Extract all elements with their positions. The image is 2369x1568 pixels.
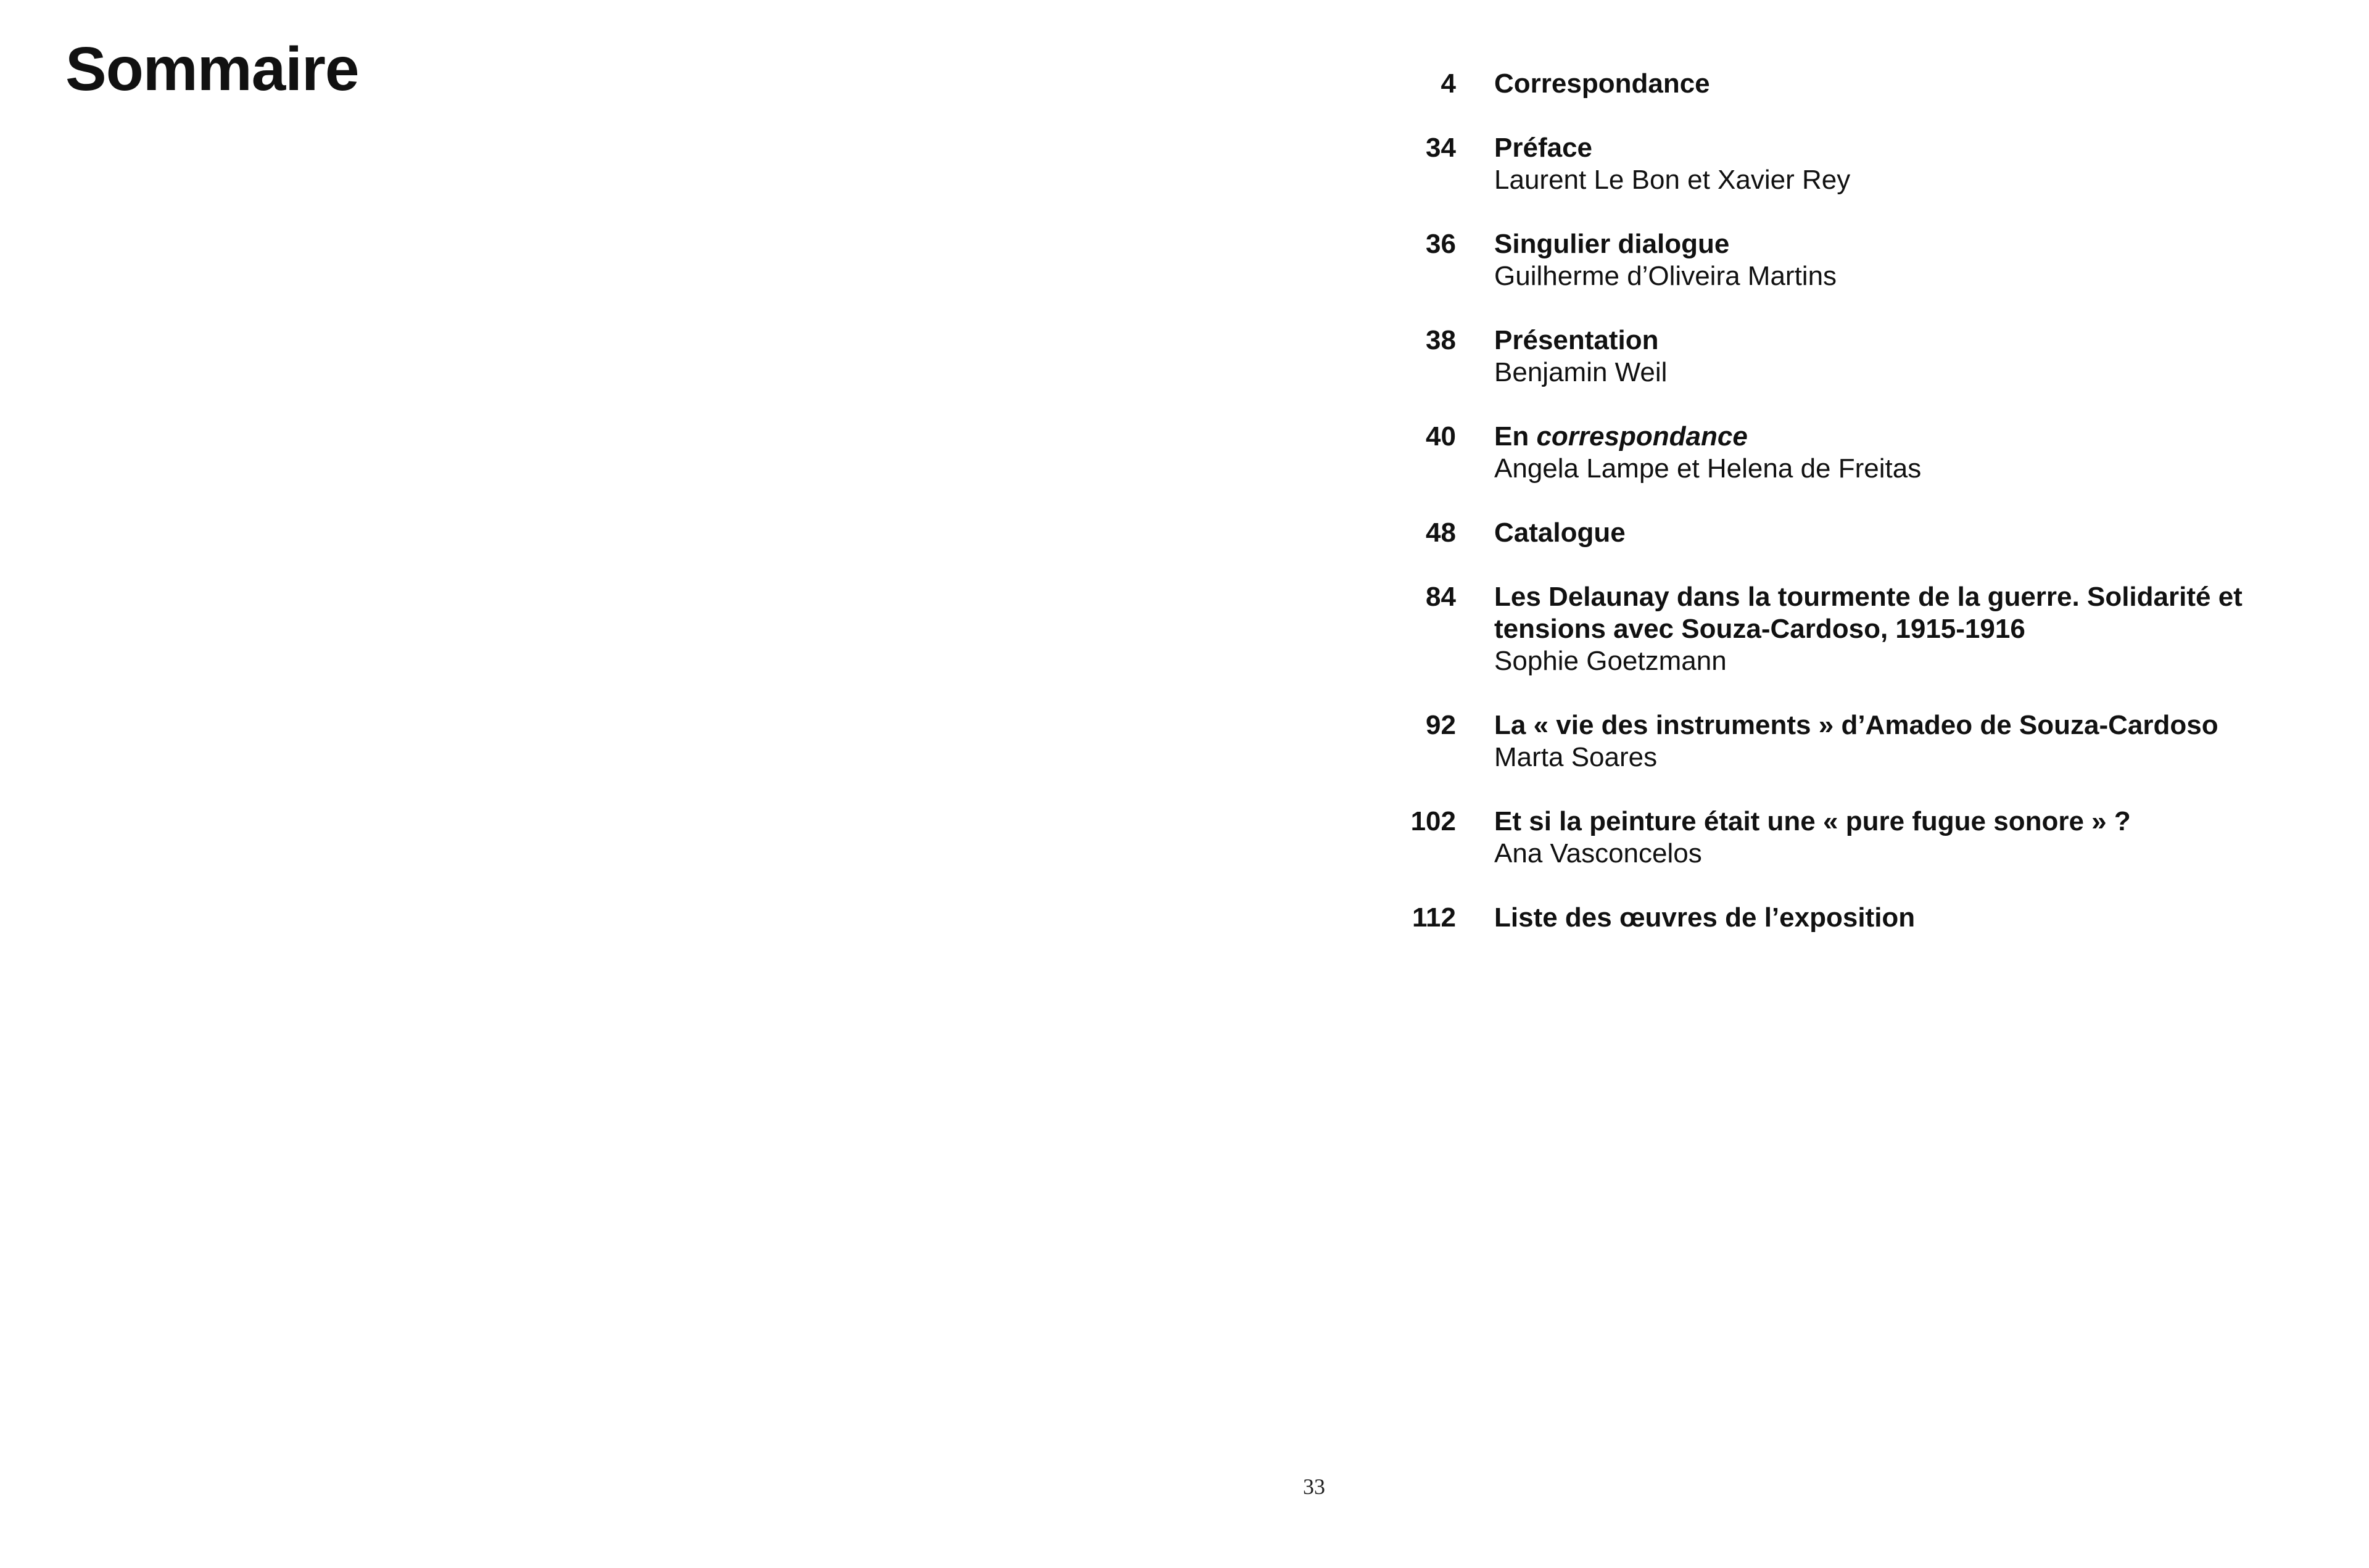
toc-entry [1370, 709, 2295, 774]
toc-author: Benjamin Weil [1494, 357, 1668, 387]
toc-page-number: 34 [1426, 133, 1456, 163]
toc-text [1494, 806, 2295, 870]
toc-page-number: 102 [1410, 806, 1456, 836]
toc-title: La « vie des instruments » d’Amadeo de Souza-Cardoso [1494, 710, 2218, 740]
page-title: Sommaire [65, 35, 359, 104]
toc-title: Présentation [1494, 325, 1659, 355]
toc-author: Guilherme d’Oliveira Martins [1494, 261, 1837, 291]
toc-title-italic: correspondance [1536, 421, 1748, 452]
toc-text [1494, 68, 2295, 100]
toc-page-number: 112 [1412, 902, 1456, 933]
page-number: 33 [1303, 1474, 1325, 1499]
toc-page-number: 40 [1426, 421, 1456, 452]
toc-title: Préface [1494, 133, 1593, 163]
toc-page-number: 48 [1426, 518, 1456, 548]
toc-title: Les Delaunay dans la tourmente de la guerre. Solidarité et tensions avec Souza-Cardoso, 1915-1916 [1494, 582, 2243, 644]
toc-text [1494, 709, 2295, 774]
toc-title: Catalogue [1494, 518, 1626, 548]
toc-title: Liste des œuvres de l’exposition [1494, 902, 1916, 933]
toc-title [1494, 421, 2295, 453]
toc-title-prefix: En [1494, 421, 1537, 452]
toc-entry [1370, 581, 2295, 677]
toc-entry [1370, 68, 2295, 100]
toc-author: Angela Lampe et Helena de Freitas [1494, 453, 1922, 484]
toc-text [1494, 902, 2295, 934]
toc-author: Ana Vasconcelos [1494, 838, 1702, 869]
toc-page-number: 92 [1426, 710, 1456, 740]
toc-text [1494, 132, 2295, 196]
toc-entry [1370, 421, 2295, 485]
toc-entry [1370, 517, 2295, 549]
toc-entry [1370, 132, 2295, 196]
toc-text [1494, 581, 2295, 677]
toc-author: Laurent Le Bon et Xavier Rey [1494, 165, 1851, 195]
table-of-contents [1370, 68, 2295, 966]
toc-title: Et si la peinture était une « pure fugue sonore » ? [1494, 806, 2131, 836]
toc-entry [1370, 806, 2295, 870]
toc-page-number: 84 [1426, 582, 1456, 612]
toc-author: Sophie Goetzmann [1494, 646, 1727, 676]
toc-text [1494, 324, 2295, 389]
toc-title: Singulier dialogue [1494, 229, 1730, 259]
toc-author: Marta Soares [1494, 742, 1658, 772]
toc-entry [1370, 324, 2295, 389]
toc-text [1494, 421, 2295, 485]
toc-page-number: 38 [1426, 325, 1456, 355]
toc-page-number: 4 [1441, 68, 1456, 99]
toc-entry [1370, 902, 2295, 934]
toc-title: Correspondance [1494, 68, 1710, 99]
toc-page-number: 36 [1426, 229, 1456, 259]
toc-entry [1370, 228, 2295, 292]
toc-text [1494, 517, 2295, 549]
toc-text [1494, 228, 2295, 292]
